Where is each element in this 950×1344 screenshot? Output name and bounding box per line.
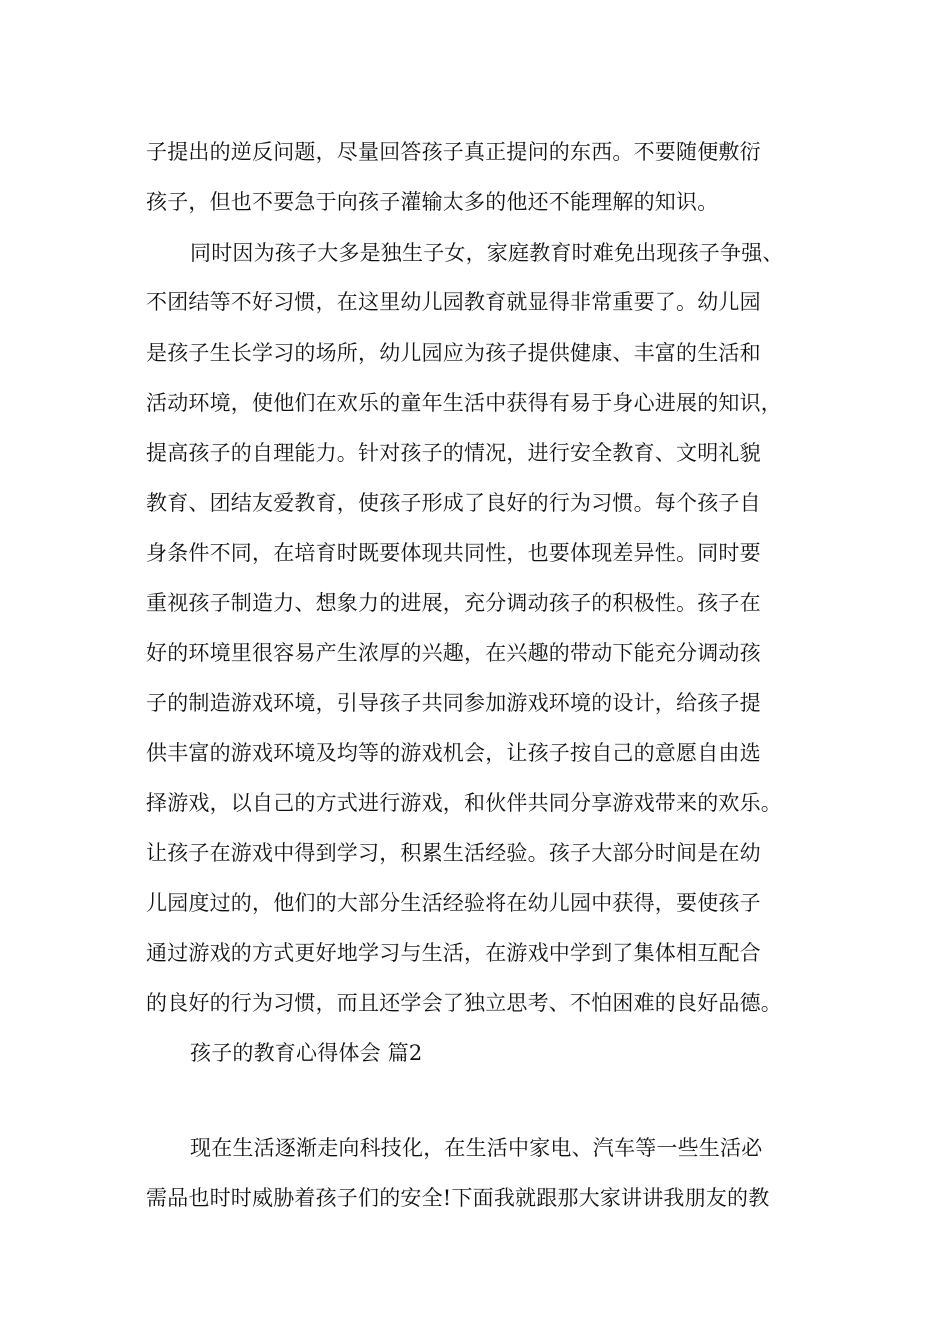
- text-line: 不团结等不好习惯，在这里幼儿园教育就显得非常重要了。幼儿园: [146, 290, 761, 314]
- text-line: 儿园度过的，他们的大部分生活经验将在幼儿园中获得，要使孩子: [146, 891, 761, 915]
- text-line: 供丰富的游戏环境及均等的游戏机会，让孩子按自己的意愿自由选: [146, 741, 761, 765]
- section-heading: 孩子的教育心得体会 篇2: [190, 1041, 423, 1065]
- text-line: 提高孩子的自理能力。针对孩子的情况，进行安全教育、文明礼貌: [146, 441, 761, 465]
- text-line: 是孩子生长学习的场所，幼儿园应为孩子提供健康、丰富的生活和: [146, 341, 761, 365]
- text-line: 子提出的逆反问题，尽量回答孩子真正提问的东西。不要随便敷衍: [146, 140, 761, 164]
- paragraph-first-line: 同时因为孩子大多是独生子女，家庭教育时难免出现孩子争强、: [190, 241, 784, 265]
- text-line: 择游戏，以自己的方式进行游戏，和伙伴共同分享游戏带来的欢乐。: [146, 791, 782, 815]
- text-line: 需品也时时威胁着孩子们的安全!下面我就跟那大家讲讲我朋友的教: [146, 1186, 770, 1210]
- text-line: 的良好的行为习惯，而且还学会了独立思考、不怕困难的良好品德。: [146, 991, 782, 1015]
- text-line: 子的制造游戏环境，引导孩子共同参加游戏环境的设计，给孩子提: [146, 691, 761, 715]
- text-line: 教育、团结友爱教育，使孩子形成了良好的行为习惯。每个孩子自: [146, 491, 761, 515]
- text-line: 孩子，但也不要急于向孩子灌输太多的他还不能理解的知识。: [146, 190, 719, 214]
- text-line: 活动环境，使他们在欢乐的童年生活中获得有易于身心进展的知识，: [146, 391, 782, 415]
- text-line: 好的环境里很容易产生浓厚的兴趣，在兴趣的带动下能充分调动孩: [146, 641, 761, 665]
- text-line: 通过游戏的方式更好地学习与生活，在游戏中学到了集体相互配合: [146, 941, 761, 965]
- paragraph-first-line: 现在生活逐渐走向科技化，在生活中家电、汽车等一些生活必: [190, 1136, 763, 1160]
- text-line: 重视孩子制造力、想象力的进展，充分调动孩子的积极性。孩子在: [146, 591, 761, 615]
- text-line: 让孩子在游戏中得到学习，积累生活经验。孩子大部分时间是在幼: [146, 841, 761, 865]
- text-line: 身条件不同，在培育时既要体现共同性，也要体现差异性。同时要: [146, 541, 761, 565]
